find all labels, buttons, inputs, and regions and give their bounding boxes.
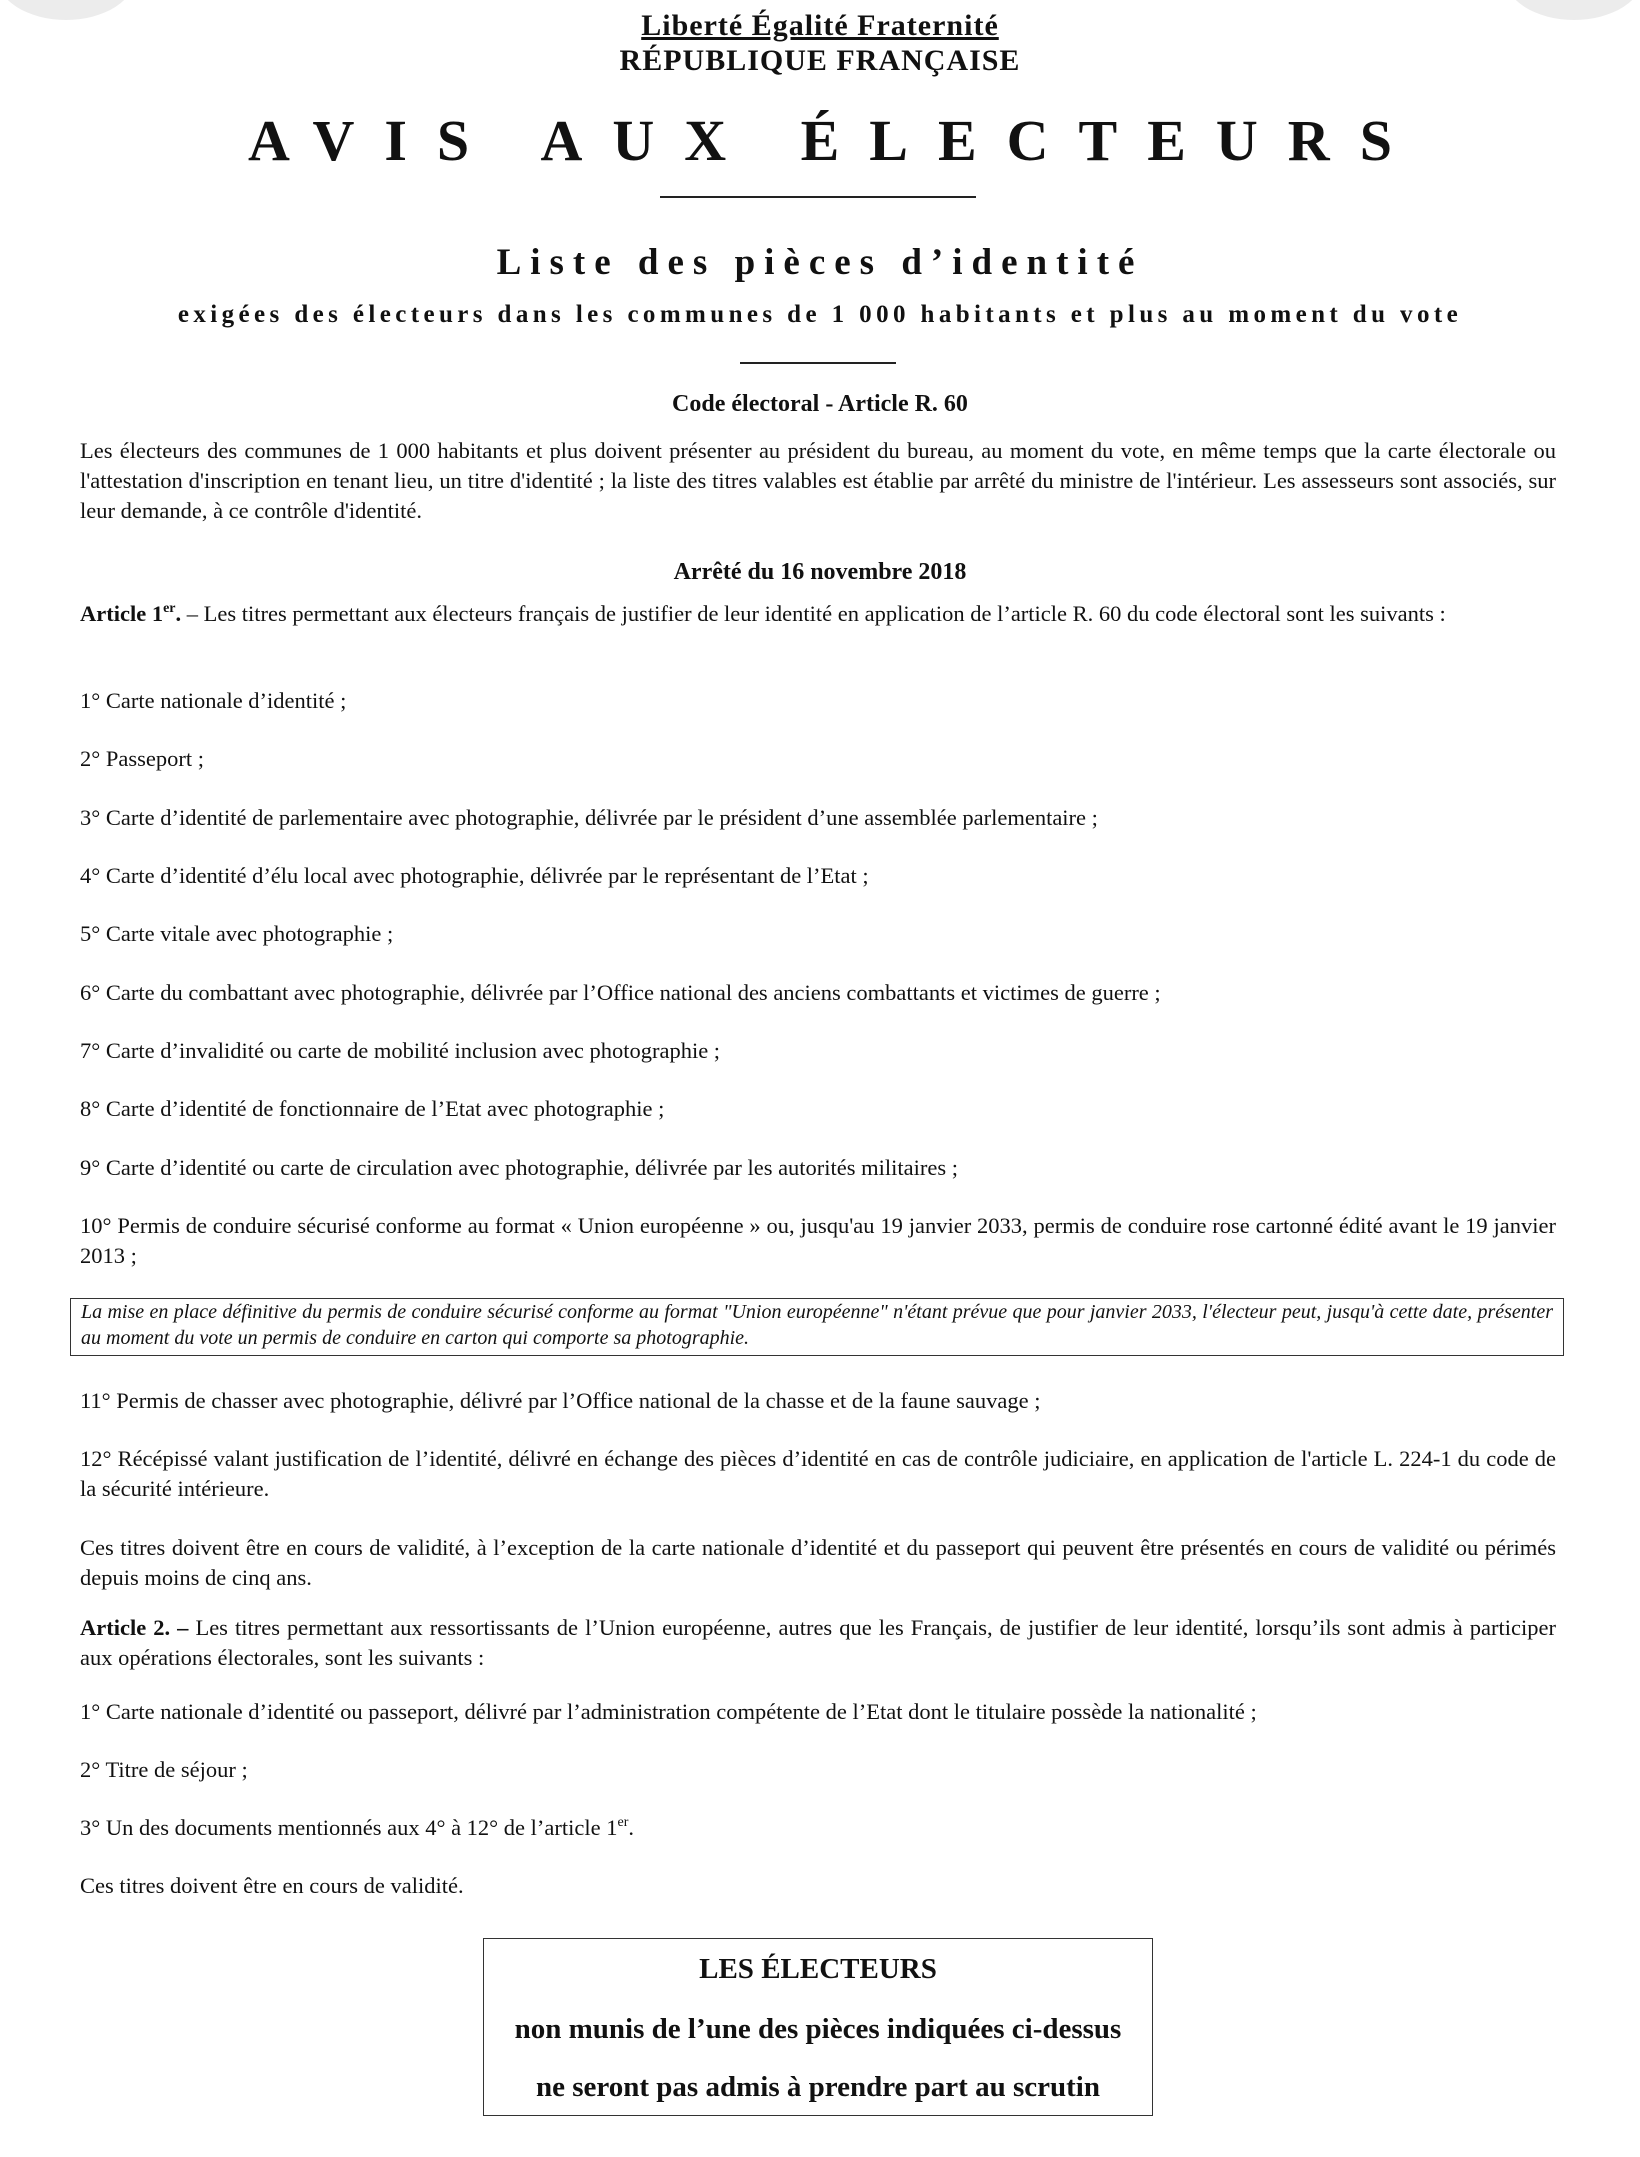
code-heading: Code électoral - Article R. 60 <box>672 391 968 417</box>
list-item: 3° Un des documents mentionnés aux 4° à 12° de l’article 1er. <box>80 1815 634 1840</box>
article1-label: Article 1er. <box>80 601 182 626</box>
driving-licence-note: La mise en place définitive du permis de conduire sécurisé conforme au format "Union européenne" n'étant prévue que pour janvier 2033, l'électeur peut, jusqu'à cette date, présenter au moment du vote un permis de conduire en carton qui comporte sa photographie. <box>70 1298 1564 1356</box>
subtitle-detail: exigées des électeurs dans les communes de 1 000 habitants et plus au moment du vote <box>177 301 1463 328</box>
warning-box <box>483 1938 1153 2116</box>
divider <box>660 196 976 198</box>
list-item: 5° Carte vitale avec photographie ; <box>80 921 394 946</box>
list-item: 10° Permis de conduire sécurisé conforme au format « Union européenne » ou, jusqu'au 19 janvier 2033, permis de conduire rose cartonné édité avant le 19 janvier 2013 ; <box>80 1213 1556 1268</box>
article2-label: Article 2. – <box>80 1615 189 1640</box>
validity-note: Ces titres doivent être en cours de validité, à l’exception de la carte nationale d’identité et du passeport qui peuvent être présentés en cours de validité ou périmés depuis moins de cinq ans. <box>80 1535 1556 1590</box>
code-text: Les électeurs des communes de 1 000 habitants et plus doivent présenter au président du bureau, au moment du vote, en même temps que la carte électorale ou l'attestation d'inscription en tenant lieu, un titre d'identité ; la liste des titres valables est établie par arrêté du ministre de l'intérieur. Les assesseurs sont associés, sur leur demande, à ce contrôle d'identité. <box>80 438 1556 523</box>
list-item: 7° Carte d’invalidité ou carte de mobilité inclusion avec photographie ; <box>80 1038 721 1063</box>
validity-note: Ces titres doivent être en cours de validité. <box>80 1873 464 1898</box>
list-item: 1° Carte nationale d’identité ou passeport, délivré par l’administration compétente de l’Etat dont le titulaire possède la nationalité ; <box>80 1699 1257 1724</box>
list-item: 3° Carte d’identité de parlementaire avec photographie, délivrée par le président d’une assemblée parlementaire ; <box>80 805 1098 830</box>
divider <box>740 362 896 364</box>
list-item: 4° Carte d’identité d’élu local avec photographie, délivrée par le représentant de l’Etat ; <box>80 863 869 888</box>
list-item: 9° Carte d’identité ou carte de circulation avec photographie, délivrée par les autorités militaires ; <box>80 1155 959 1180</box>
article1-intro-text: – Les titres permettant aux électeurs français de justifier de leur identité en application de l’article R. 60 du code électoral sont les suivants : <box>186 601 1446 626</box>
list-item: 6° Carte du combattant avec photographie, délivrée par l’Office national des anciens combattants et victimes de guerre ; <box>80 980 1161 1005</box>
article1-intro <box>80 599 1556 629</box>
list-item: 8° Carte d’identité de fonctionnaire de l’Etat avec photographie ; <box>80 1096 665 1121</box>
warning-line: non munis de l’une des pièces indiquées ci-dessus <box>514 2013 1122 2045</box>
list-item: 2° Titre de séjour ; <box>80 1757 248 1782</box>
arrete-heading: Arrêté du 16 novembre 2018 <box>673 559 967 585</box>
republic-name: RÉPUBLIQUE FRANÇAISE <box>619 44 1021 77</box>
subtitle: Liste des pièces d’identité <box>496 242 1144 283</box>
motto: Liberté Égalité Fraternité <box>641 9 999 42</box>
list-item: 12° Récépissé valant justification de l’identité, délivré en échange des pièces d’identité en cas de contrôle judiciaire, en application de l'article L. 224-1 du code de la sécurité intérieure. <box>80 1446 1556 1501</box>
article2-intro-text: Les titres permettant aux ressortissants de l’Union européenne, autres que les Français, de justifier de leur identité, lorsqu’ils sont admis à participer aux opérations électorales, sont les suivants : <box>80 1615 1556 1670</box>
list-item: 11° Permis de chasser avec photographie, délivré par l’Office national de la chasse et de la faune sauvage ; <box>80 1388 1041 1413</box>
page-title: AVIS AUX ÉLECTEURS <box>248 108 1422 173</box>
article2-intro <box>80 1613 1556 1673</box>
list-item: 2° Passeport ; <box>80 746 204 771</box>
list-item: 1° Carte nationale d’identité ; <box>80 688 347 713</box>
warning-line: ne seront pas admis à prendre part au scrutin <box>536 2071 1100 2103</box>
warning-line: LES ÉLECTEURS <box>699 1953 937 1985</box>
